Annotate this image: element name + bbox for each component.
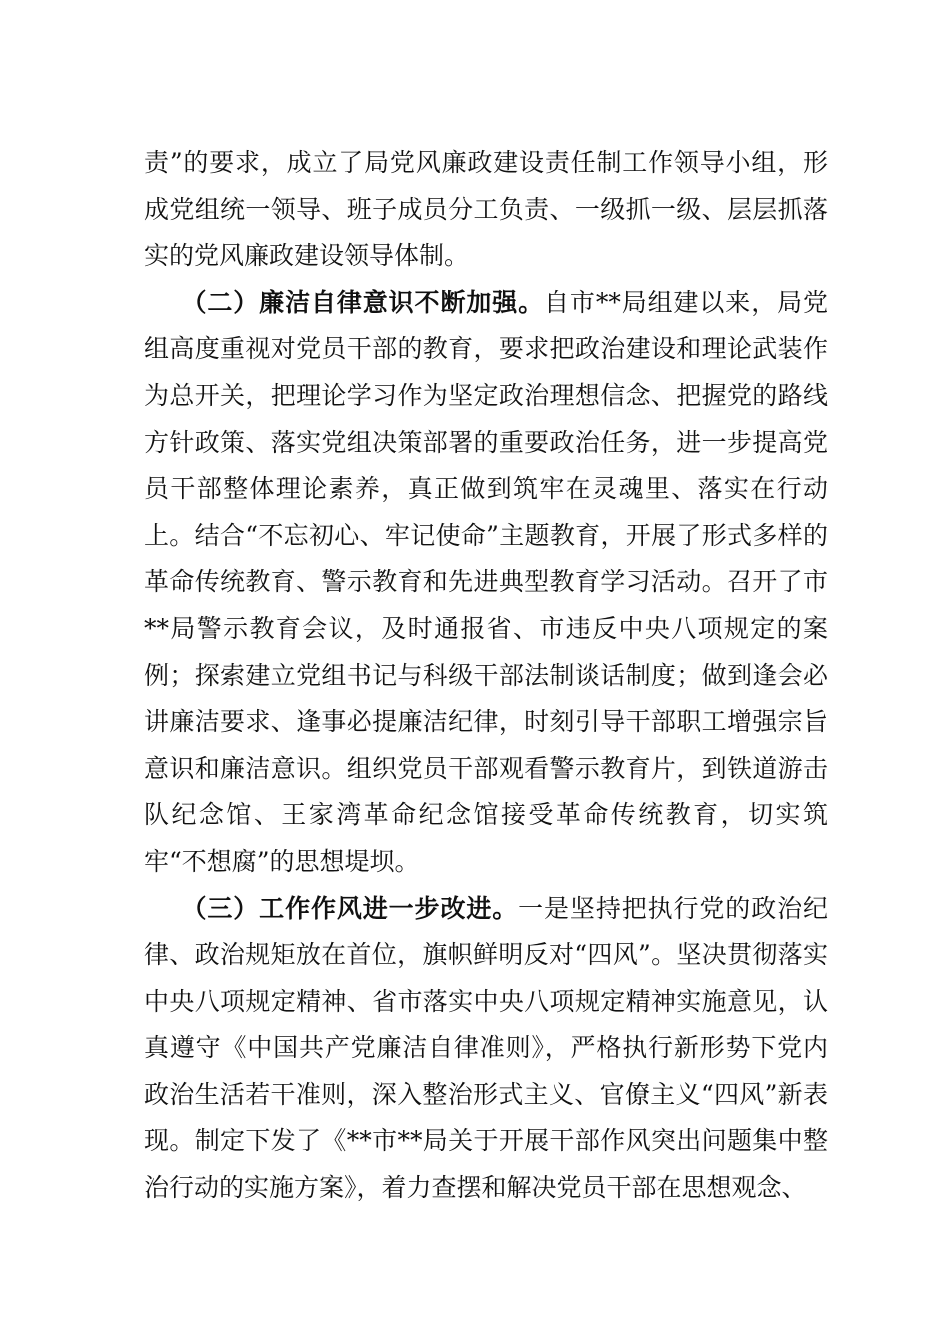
body-text: [144, 140, 828, 1212]
paragraph-1: [144, 140, 828, 280]
paragraph-3-text: 一是坚持把执行党的政治纪律、政治规矩放在首位，旗帜鲜明反对“四风”。坚决贯彻落实中央八项规定精神、省市落实中央八项规定精神实施意见，认真遵守《中国共产党廉洁自律准则》，严格执行新形势下党内政治生活若干准则，深入整治形式主义、官僚主义“四风”新表现。制定下发了《**市**局关于开展干部作风突出问题集中整治行动的实施方案》，着力查摆和解决党员干部在思想观念、: [144, 893, 828, 1203]
section-heading-2: （二）廉洁自律意识不断加强。: [181, 287, 545, 317]
section-heading-3: （三）工作作风进一步改进。: [181, 893, 519, 923]
paragraph-1-text: 责”的要求，成立了局党风廉政建设责任制工作领导小组，形成党组统一领导、班子成员分工负责、一级抓一级、层层抓落实的党风廉政建设领导体制。: [144, 148, 828, 271]
paragraph-2-text: 自市**局组建以来，局党组高度重视对党员干部的教育，要求把政治建设和理论武装作为总开关，把理论学习作为坚定政治理想信念、把握党的路线方针政策、落实党组决策部署的重要政治任务，进一步提高党员干部整体理论素养，真正做到筑牢在灵魂里、落实在行动上。结合“不忘初心、牢记使命”主题教育，开展了形式多样的革命传统教育、警示教育和先进典型教育学习活动。召开了市**局警示教育会议，及时通报省、市违反中央八项规定的案例；探索建立党组书记与科级干部法制谈话制度；做到逢会必讲廉洁要求、逢事必提廉洁纪律，时刻引导干部职工增强宗旨意识和廉洁意识。组织党员干部观看警示教育片，到铁道游击队纪念馆、王家湾革命纪念馆接受革命传统教育，切实筑牢“不想腐”的思想堤坝。: [144, 287, 828, 876]
paragraph-2: [144, 280, 828, 886]
paragraph-3: [144, 886, 828, 1212]
